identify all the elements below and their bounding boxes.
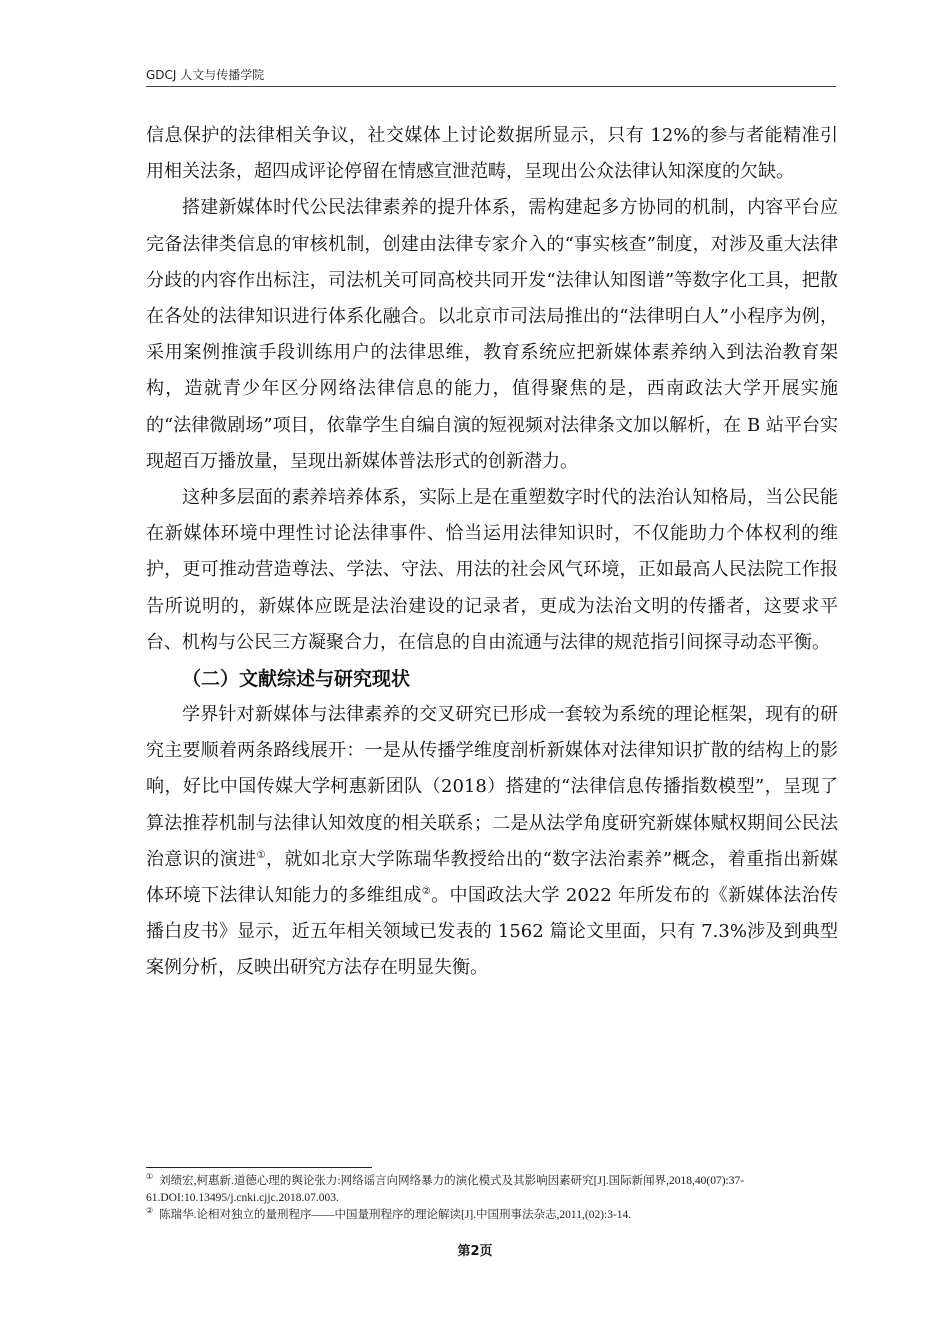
page-header: GDCJ 人文与传播学院 xyxy=(146,68,265,82)
paragraph-2: 搭建新媒体时代公民法律素养的提升体系，需构建起多方协同的机制，内容平台应完备法律类信息的审核机制，创建由法律专家介入的“事实核查”制度，对涉及重大法律分歧的内容作出标注，司法机关可同高校共同开发“法律认知图谱”等数字化工具，把散在各处的法律知识进行体系化融合。以北京市司法局推出的“法律明白人”小程序为例，采用案例推演手段训练用户的法律思维，教育系统应把新媒体素养纳入到法治教育架构，造就青少年区分网络法律信息的能力，值得聚焦的是，西南政法大学开展实施的“法律微剧场”项目，依靠学生自编自演的短视频对法律条文加以解析，在 B 站平台实现超百万播放量，呈现出新媒体普法形式的创新潜力。 xyxy=(146,197,838,472)
paragraph-4-part-b: ，就如北京大学陈瑞华教授给出的“数字法治素养”概念，着重指出新媒体环境下法律认知能力的多维组成 xyxy=(146,848,838,907)
footnote-divider xyxy=(146,1167,372,1168)
paragraph-4 xyxy=(146,697,838,987)
paragraph-4-part-c: 。中国政法大学 2022 年所发布的《新媒体法治传播白皮书》显示，近五年相关领域已发表的 1562 篇论文里面，只有 7.3%涉及到典型案例分析，反映出研究方法存在明显失衡。 xyxy=(146,885,839,979)
footnotes xyxy=(146,1173,836,1225)
footnote-2-mark: ② xyxy=(146,1206,154,1216)
footnote-2 xyxy=(146,1207,836,1224)
footnote-ref-1[interactable]: ① xyxy=(256,849,267,861)
paragraph-3: 这种多层面的素养培养体系，实际上是在重塑数字时代的法治认知格局，当公民能在新媒体环境中理性讨论法律事件、恰当运用法律知识时，不仅能助力个体权利的维护，更可推动营造尊法、学法、守法、用法的社会风气环境，正如最高人民法院工作报告所说明的，新媒体应既是法治建设的记录者，更成为法治文明的传播者，这要求平台、机构与公民三方凝聚合力，在信息的自由流通与法律的规范指引间探寻动态平衡。 xyxy=(146,487,838,653)
paragraph-4-part-a: 学界针对新媒体与法律素养的交叉研究已形成一套较为系统的理论框架，现有的研究主要顺着两条路线展开：一是从传播学维度剖析新媒体对法律知识扩散的结构上的影响，好比中国传媒大学柯惠新团队（2018）搭建的“法律信息传播指数模型”，呈现了算法推荐机制与法律认知效度的相关联系；二是从法学角度研究新媒体赋权期间公民法治意识的演进 xyxy=(146,704,838,870)
footnote-1-text: 刘绩宏,柯惠新.道德心理的舆论张力:网络谣言向网络暴力的演化模式及其影响因素研究[J].国际新闻界,2018,40(07):37-61.DOI:10.13495/j.cnki.cjjc.2018.07.003. xyxy=(146,1175,745,1204)
page-number: 第2页 xyxy=(457,1244,493,1259)
main-body xyxy=(146,118,838,987)
section-heading: （二）文献综述与研究现状 xyxy=(182,668,411,691)
footnote-1 xyxy=(146,1173,836,1206)
footnote-ref-2[interactable]: ② xyxy=(421,886,432,898)
footnote-2-text: 陈瑞华.论相对独立的量刑程序——中国量刑程序的理论解读[J].中国刑事法杂志,2011,(02):3-14. xyxy=(159,1209,632,1221)
paragraph-1: 信息保护的法律相关争议，社交媒体上讨论数据所显示，只有 12%的参与者能精准引用相关法条，超四成评论停留在情感宣泄范畴，呈现出公众法律认知深度的欠缺。 xyxy=(146,125,838,183)
header-divider xyxy=(146,86,836,87)
footnote-1-mark: ① xyxy=(146,1172,154,1182)
